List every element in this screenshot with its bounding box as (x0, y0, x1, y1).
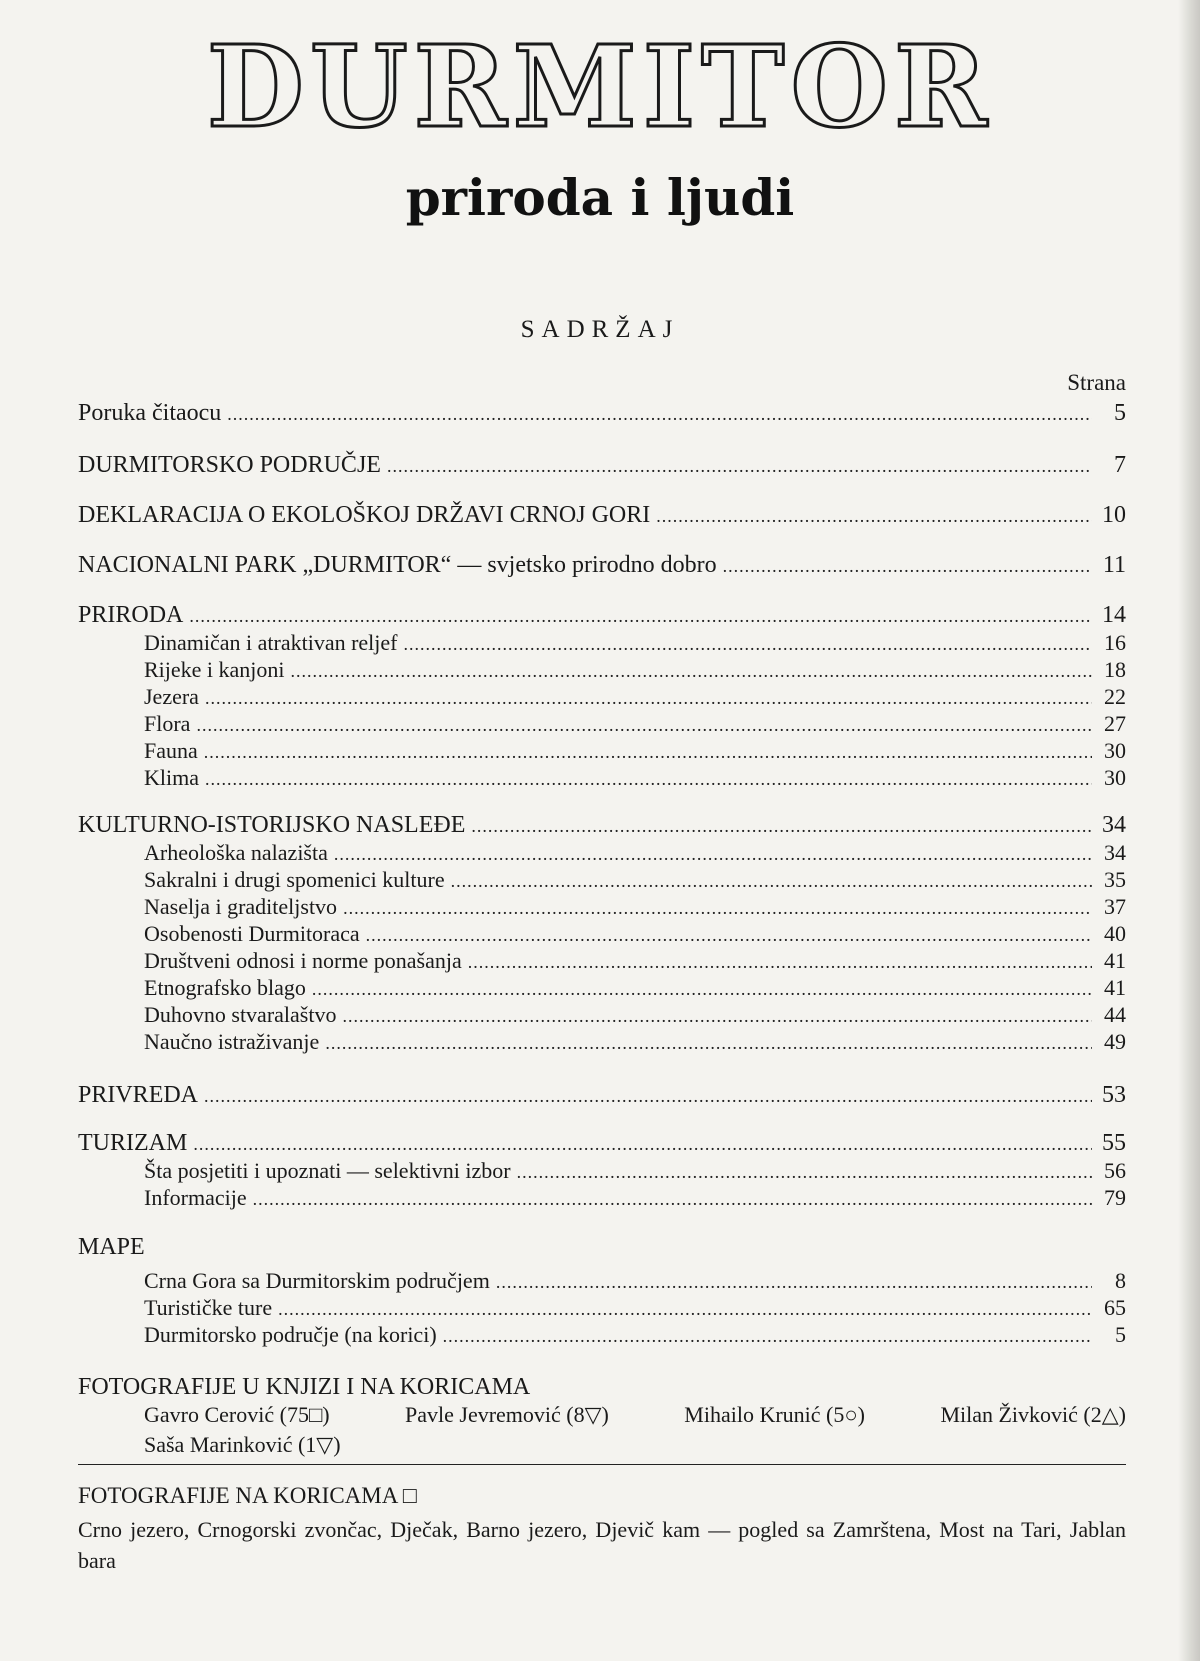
page-column-label: Strana (1067, 370, 1126, 395)
toc-entry[interactable]: NACIONALNI PARK „DURMITOR“ — svjetsko prirodno dobro ..... 11 (78, 552, 1126, 579)
toc-subentry[interactable]: Osobenosti Durmitoraca ..... 40 (78, 921, 1126, 947)
toc-subentry[interactable]: Turističke ture ..... 65 (78, 1295, 1126, 1321)
page-edge-shadow (1178, 0, 1200, 1661)
photos-heading: FOTOGRAFIJE U KNJIZI I NA KORICAMA (78, 1374, 531, 1400)
toc-entry[interactable]: DEKLARACIJA O EKOLOŠKOJ DRŽAVI CRNOJ GORI ..... 10 (78, 502, 1126, 529)
toc-subentry[interactable]: Naselja i graditeljstvo ..... 37 (78, 894, 1126, 920)
toc-section[interactable]: PRIVREDA ..... 53 (78, 1082, 1126, 1109)
photo-credits (144, 1402, 1126, 1458)
toc-section[interactable]: PRIRODA ..... 14 (78, 602, 1126, 629)
toc-subentry[interactable]: Crna Gora sa Durmitorskim područjem ..... 8 (78, 1268, 1126, 1294)
photo-credit: Saša Marinković (1▽) (144, 1432, 341, 1457)
divider (78, 1464, 1126, 1465)
toc-entry[interactable]: Poruka čitaocu ..... 5 (78, 400, 1126, 427)
toc-subentry[interactable]: Jezera ..... 22 (78, 684, 1126, 710)
toc-section-maps: MAPE (78, 1234, 145, 1260)
toc-subentry[interactable]: Arheološka nalazišta ..... 34 (78, 840, 1126, 866)
toc-subentry[interactable]: Rijeke i kanjoni ..... 18 (78, 657, 1126, 683)
toc-subentry[interactable]: Flora ..... 27 (78, 711, 1126, 737)
toc-subentry[interactable]: Etnografsko blago ..... 41 (78, 975, 1126, 1001)
toc-subentry[interactable]: Šta posjetiti i upoznati — selektivni izbor ..... 56 (78, 1158, 1126, 1184)
toc-subentry[interactable]: Duhovno stvaralaštvo ..... 44 (78, 1002, 1126, 1028)
book-title: DURMITOR (206, 22, 994, 153)
photo-credit: Mihailo Krunić (5○) (684, 1402, 865, 1427)
toc-subentry[interactable]: Društveni odnosi i norme ponašanja ..... 41 (78, 948, 1126, 974)
toc-subentry[interactable]: Informacije ..... 79 (78, 1185, 1126, 1211)
photo-credit: Milan Živković (2△) (940, 1402, 1126, 1427)
toc-subentry[interactable]: Sakralni i drugi spomenici kulture ..... 35 (78, 867, 1126, 893)
contents-heading: SADRŽAJ (520, 316, 680, 343)
photo-credit: Pavle Jevremović (8▽) (405, 1402, 609, 1427)
toc-subentry[interactable]: Naučno istraživanje ..... 49 (78, 1029, 1126, 1055)
toc-entry[interactable]: DURMITORSKO PODRUČJE ..... 7 (78, 452, 1126, 479)
toc-subentry[interactable]: Fauna ..... 30 (78, 738, 1126, 764)
cover-photos-heading: FOTOGRAFIJE NA KORICAMA □ (78, 1483, 417, 1508)
toc-section[interactable]: KULTURNO-ISTORIJSKO NASLEĐE ..... 34 (78, 812, 1126, 839)
photo-credit: Gavro Cerović (75□) (144, 1402, 330, 1427)
toc-subentry[interactable]: Durmitorsko područje (na korici) ..... 5 (78, 1322, 1126, 1348)
cover-photos-text: Crno jezero, Crnogorski zvončac, Dječak, Barno jezero, Djevič kam — pogled sa Zamrštena, Most na Tari, Jablan bara (78, 1517, 1126, 1573)
toc-subentry[interactable]: Klima ..... 30 (78, 765, 1126, 791)
toc-subentry[interactable]: Dinamičan i atraktivan reljef ..... 16 (78, 630, 1126, 656)
toc-section[interactable]: TURIZAM ..... 55 (78, 1130, 1126, 1157)
book-subtitle: priroda i ljudi (405, 168, 795, 227)
